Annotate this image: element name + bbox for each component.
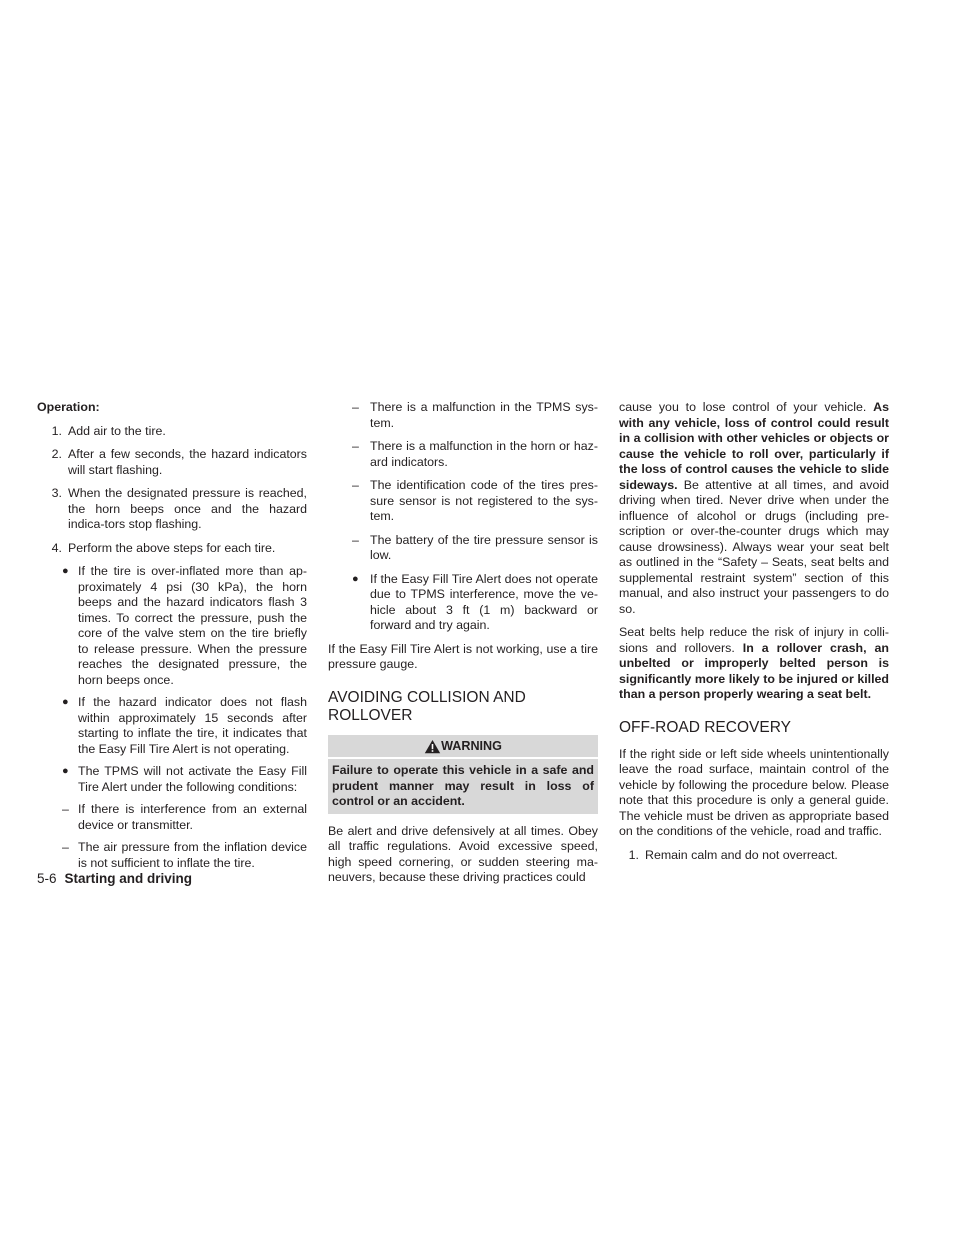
warning-box — [328, 735, 598, 814]
paragraph: Seat belts help reduce the risk of injury in colli-sions and rollovers. In a rollover crash, an unbelted or improperly belted person is significantly more likely to be injured or killed than a person properly wearing a seat belt. — [619, 625, 890, 701]
dash-icon: – — [62, 802, 69, 816]
dash-item: – The identification code of the tires pres-sure sensor is not registered to the sys-tem. — [352, 478, 598, 523]
bullet-item: ● If the Easy Fill Tire Alert does not operate due to TPMS interference, move the ve-hicle about 3 ft (1 m) backward or forward and try again. — [352, 571, 598, 632]
dash-item: – There is a malfunction in the TPMS sys-tem. — [352, 400, 598, 430]
dash-icon: – — [352, 532, 359, 547]
page-number: 5-6 — [37, 871, 57, 886]
bullet-item: ● If the tire is over-inflated more than ap-proximately 4 psi (30 kPa), the horn beeps and the hazard indicators flash 3 times. To correct the pressure, push the core of the valve stem on the tire briefly to release pressure. When the pressure reaches the designated pressure, the horn beeps once. — [62, 564, 307, 687]
dash-item: – There is a malfunction in the horn or haz-ard indicators. — [352, 439, 598, 469]
list-item: 1. Add air to the tire. — [51, 423, 166, 438]
section-title-offroad: OFF-ROAD RECOVERY — [619, 718, 791, 736]
warning-header — [328, 735, 598, 760]
column-2 — [328, 400, 598, 886]
paragraph: If the Easy Fill Tire Alert is not working, use a tire pressure gauge. — [328, 641, 598, 671]
bullet-icon: ● — [62, 696, 69, 708]
list-item: 1. Remain calm and do not overreact. — [628, 847, 838, 862]
paragraph: Be alert and drive defensively at all times. Obey all traffic regulations. Avoid excessive speed, high speed cornering, or sudden steering ma-neuvers, because these driving practices could — [328, 823, 598, 884]
list-item: 2. After a few seconds, the hazard indicators will start flashing. — [51, 447, 307, 477]
column-1 — [37, 400, 307, 878]
bullet-icon: ● — [62, 565, 69, 577]
bullet-icon: ● — [352, 572, 359, 585]
warning-text: Failure to operate this vehicle in a safe and prudent manner may result in loss of control or an accident. — [332, 763, 594, 808]
dash-icon: – — [352, 478, 359, 492]
dash-item: – The battery of the tire pressure sensor is low. — [352, 532, 598, 562]
chapter-title: Starting and driving — [64, 871, 193, 886]
dash-item: – If there is interference from an external device or transmitter. — [62, 802, 307, 832]
warning-triangle-icon — [424, 739, 441, 754]
paragraph: cause you to lose control of your vehicle. As with any vehicle, loss of control could result in a collision with other vehicles or objects or cause the vehicle to roll over, particularly if the loss of control causes the vehicle to slide sideways. Be attentive at all times, and avoid driving when tired. Never drive when under the influence of alcohol or drugs (including pre-scription or over-the-counter drugs which may cause drowsiness). Always wear your seat belt as outlined in the “Safety – Seats, seat belts and supplemental restraint system” section of this manual, and also instruct your passengers to do so. — [619, 400, 890, 616]
list-item: 4. Perform the above steps for each tire. — [51, 540, 276, 555]
warning-label: WARNING — [441, 738, 502, 753]
dash-icon: – — [352, 439, 359, 453]
bullet-icon: ● — [62, 765, 69, 777]
column-3 — [619, 400, 889, 871]
dash-icon: – — [62, 840, 69, 854]
section-title-collision: AVOIDING COLLISION AND ROLLOVER — [328, 688, 526, 724]
operation-heading: Operation: — [37, 400, 100, 414]
dash-icon: – — [352, 400, 359, 414]
bullet-item: ● If the hazard indicator does not flash within approximately 15 seconds after starting to inflate the tire, it indicates that the Easy Fill Tire Alert is not operating. — [62, 695, 307, 756]
paragraph: If the right side or left side wheels unintentionally leave the road surface, maintain control of the vehicle by following the procedure below. Please note that this procedure is only a general guide. The vehicle must be driven as appropriate based on the conditions of the vehicle, road and traffic. — [619, 746, 889, 838]
list-item: 3. When the designated pressure is reached, the horn beeps once and the hazard indica-tors stop flashing. — [51, 486, 307, 531]
dash-item: – The air pressure from the inflation device is not sufficient to inflate the tire. — [62, 840, 307, 870]
bullet-item: ● The TPMS will not activate the Easy Fill Tire Alert under the following conditions: — [62, 764, 307, 794]
page-footer — [37, 871, 192, 887]
